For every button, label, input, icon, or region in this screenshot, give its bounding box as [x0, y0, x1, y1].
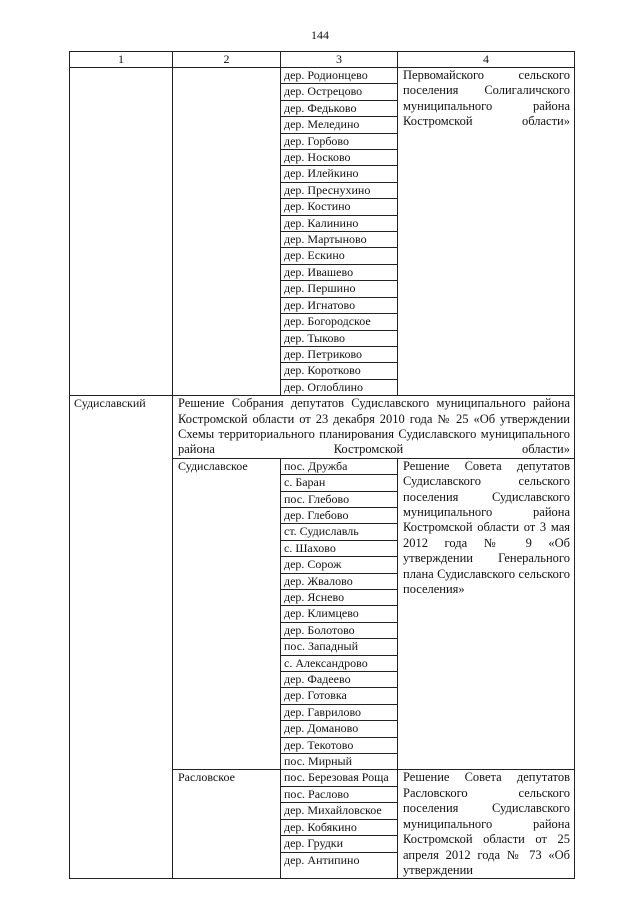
list-item [281, 491, 397, 507]
locality-name: дер. Мартыново [281, 232, 397, 248]
localities-cell [281, 770, 398, 879]
list-item [281, 248, 397, 264]
settlement-name: Расловское [173, 770, 281, 879]
list-item [281, 68, 397, 84]
list-item [281, 84, 397, 100]
list-item [281, 100, 397, 116]
locality-name: дер. Меледино [281, 117, 397, 133]
list-item [281, 166, 397, 182]
locality-name: дер. Петриково [281, 346, 397, 362]
locality-list [281, 459, 397, 770]
locality-name: дер. Федьково [281, 100, 397, 116]
settlement-name: Судиславское [173, 458, 281, 770]
list-item [281, 346, 397, 362]
locality-name: дер. Калинино [281, 215, 397, 231]
locality-name: дер. Гаврилово [281, 704, 397, 720]
header-col-2: 2 [173, 52, 281, 68]
list-item [281, 721, 397, 737]
locality-name: дер. Костино [281, 199, 397, 215]
list-item [281, 379, 397, 395]
table-row [70, 68, 575, 396]
locality-name: дер. Доманово [281, 721, 397, 737]
list-item [281, 704, 397, 720]
locality-name: пос. Березовая Роща [281, 770, 397, 786]
page-number: 144 [311, 28, 329, 42]
locality-name: дер. Тыково [281, 330, 397, 346]
list-item [281, 281, 397, 297]
locality-name: дер. Михайловское [281, 803, 397, 819]
locality-name: пос. Дружба [281, 459, 397, 475]
header-col-3: 3 [281, 52, 398, 68]
settlement-decision: Решение Совета депутатов Судиславского сельского поселения Судиславского муниципального района Костромской области от 3 мая 2012 года № 9 «Об утверждении Генерального плана Судиславского сельского поселения» [398, 458, 575, 770]
locality-name: дер. Оглоблино [284, 379, 364, 394]
locality-name: дер. Сорож [281, 557, 397, 573]
header-row [70, 52, 575, 68]
locality-name: пос. Раслово [281, 786, 397, 802]
locality-name: пос. Мирный [284, 754, 353, 769]
list-item [281, 459, 397, 475]
locality-list [281, 68, 397, 395]
district-cell [70, 68, 173, 396]
locality-name: дер. Илейкино [281, 166, 397, 182]
locality-name: с. Александрово [281, 655, 397, 671]
list-item [281, 590, 397, 606]
list-item [281, 606, 397, 622]
settlement-decision: Решение Совета депутатов Расловского сельского поселения Судиславского муниципального района Костромской области от 25 апреля 2012 года № 73 «Об утверждении [398, 770, 575, 879]
list-item [281, 314, 397, 330]
district-decision: Решение Собрания депутатов Судиславского муниципального района Костромской области от 23 декабря 2010 года № 25 «Об утверждении Схемы территориального планирования Судиславского муниципального района Костромской области» [173, 396, 575, 459]
list-item [281, 182, 397, 198]
table-row [70, 396, 575, 459]
locality-name: пос. Глебово [281, 491, 397, 507]
locality-name: дер. Яснево [281, 590, 397, 606]
list-item [281, 622, 397, 638]
list-item [281, 150, 397, 166]
list-item [281, 475, 397, 491]
list-item [281, 672, 397, 688]
list-item [281, 215, 397, 231]
locality-name: с. Шахово [281, 540, 397, 556]
list-item [281, 573, 397, 589]
list-item [281, 297, 397, 313]
locality-name: дер. Фадеево [281, 672, 397, 688]
list-item [281, 737, 397, 753]
locality-name: ст. Судиславль [281, 524, 397, 540]
locality-name: дер. Преснухино [281, 182, 397, 198]
locality-name: дер. Кобякино [281, 819, 397, 835]
list-item [281, 852, 397, 868]
list-item [281, 803, 397, 819]
list-item [281, 819, 397, 835]
list-item [281, 117, 397, 133]
locality-name: пос. Западный [281, 639, 397, 655]
locality-name: дер. Готовка [281, 688, 397, 704]
list-item [281, 133, 397, 149]
list-item [281, 540, 397, 556]
header-col-1: 1 [70, 52, 173, 68]
localities-cell [281, 458, 398, 770]
locality-name: дер. Жвалово [281, 573, 397, 589]
list-item [281, 754, 397, 770]
locality-name: дер. Коротково [281, 363, 397, 379]
list-item [281, 639, 397, 655]
settlements-table [69, 51, 575, 879]
locality-name: дер. Острецово [281, 84, 397, 100]
locality-name: дер. Родионцево [281, 68, 397, 84]
locality-name: дер. Игнатово [281, 297, 397, 313]
locality-name: дер. Ивашево [281, 264, 397, 280]
list-item [281, 770, 397, 786]
district-name: Судиславский [70, 396, 173, 879]
locality-name: с. Баран [281, 475, 397, 491]
locality-name: дер. Горбово [281, 133, 397, 149]
list-item [281, 232, 397, 248]
list-item [281, 836, 397, 852]
list-item [281, 655, 397, 671]
localities-cell [281, 68, 398, 396]
settlement-cell [173, 68, 281, 396]
locality-name: дер. Глебово [281, 507, 397, 523]
locality-name: дер. Болотово [281, 622, 397, 638]
locality-name: дер. Текотово [281, 737, 397, 753]
locality-name: дер. Носково [281, 150, 397, 166]
list-item [281, 330, 397, 346]
list-item [281, 786, 397, 802]
list-item [281, 199, 397, 215]
list-item [281, 264, 397, 280]
list-item [281, 507, 397, 523]
locality-list [281, 770, 397, 867]
list-item [281, 557, 397, 573]
locality-name: дер. Богородское [281, 314, 397, 330]
locality-name: дер. Климцево [281, 606, 397, 622]
decision-cell: Первомайского сельского поселения Солигаличского муниципального района Костромской области» [398, 68, 575, 396]
locality-name: дер. Першино [281, 281, 397, 297]
header-col-4: 4 [398, 52, 575, 68]
locality-name: дер. Антипино [284, 852, 360, 867]
locality-name: дер. Грудки [281, 836, 397, 852]
list-item [281, 363, 397, 379]
list-item [281, 524, 397, 540]
locality-name: дер. Ескино [281, 248, 397, 264]
list-item [281, 688, 397, 704]
